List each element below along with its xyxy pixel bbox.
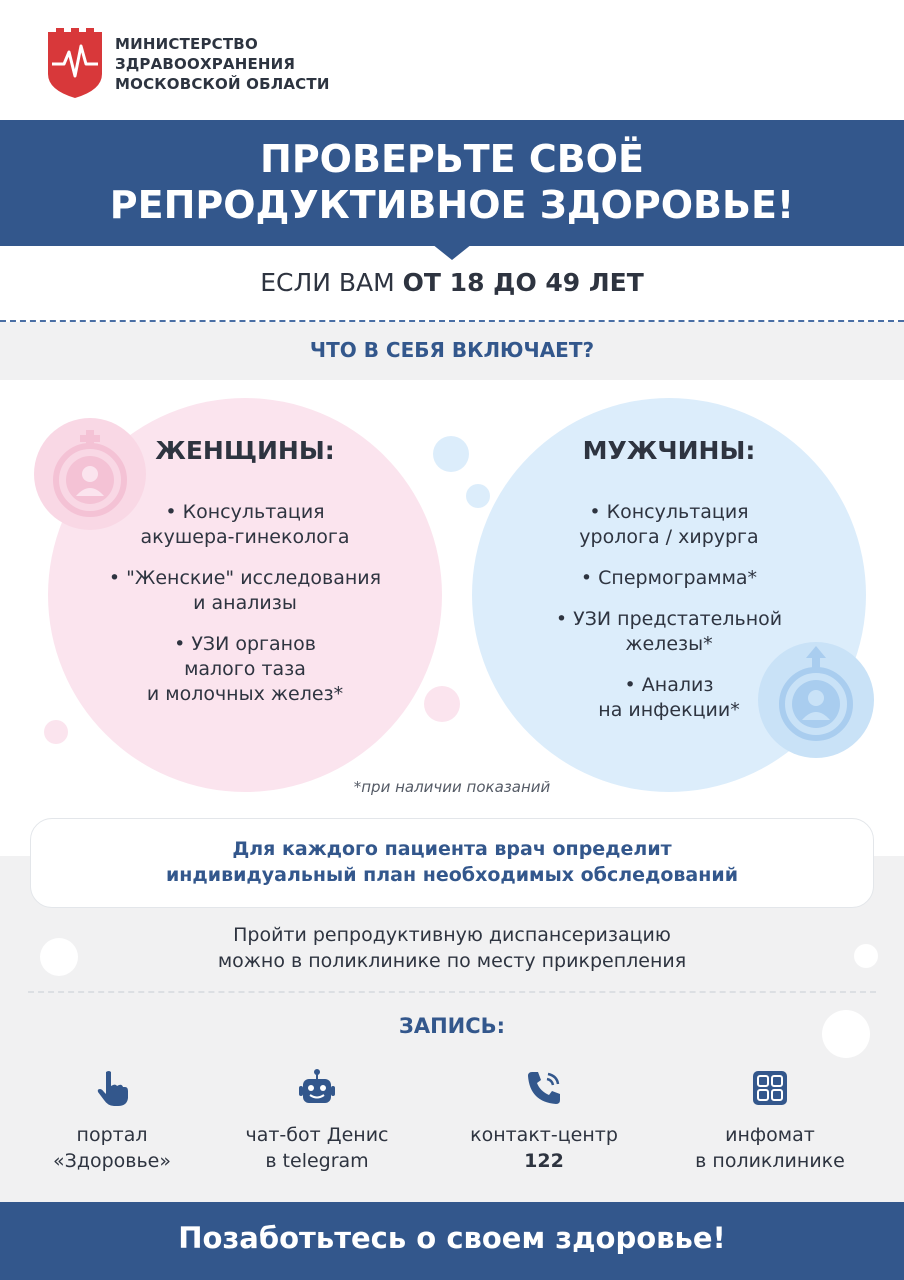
women-title: ЖЕНЩИНЫ: [155, 436, 335, 465]
ministry-line: ЗДРАВООХРАНЕНИЯ [115, 55, 296, 73]
list-item [472, 566, 866, 591]
clinic-text [0, 922, 904, 974]
item-line: акушера-гинеколога [140, 526, 350, 548]
channel-contact-center[interactable] [444, 1068, 644, 1174]
channel-number: 122 [524, 1150, 564, 1172]
channel-label: портал [76, 1124, 148, 1146]
banner-arrow [432, 244, 472, 260]
list-item [472, 500, 866, 550]
channel-label: в поликлинике [695, 1150, 845, 1172]
age-range: ОТ 18 ДО 49 ЛЕТ [402, 268, 644, 297]
men-title: МУЖЧИНЫ: [582, 436, 756, 465]
divider [28, 991, 876, 993]
item-line: • Спермограмма* [580, 567, 758, 589]
kiosk-grid-icon [750, 1068, 790, 1108]
channel-label: чат-бот Денис [245, 1124, 389, 1146]
ministry-line: МИНИСТЕРСТВО [115, 35, 258, 53]
channel-label: контакт-центр [470, 1124, 618, 1146]
item-line: на инфекции* [598, 699, 740, 721]
item-line: • Консультация [589, 501, 749, 523]
ministry-line: МОСКОВСКОЙ ОБЛАСТИ [115, 75, 330, 93]
item-line: • Анализ [624, 674, 714, 696]
item-line: малого таза [184, 658, 306, 680]
title-line: ПРОВЕРЬТЕ СВОЁ [260, 137, 644, 181]
decor-dot [44, 720, 68, 744]
list-item [48, 566, 442, 616]
clinic-line: Пройти репродуктивную диспансеризацию [233, 924, 671, 946]
channel-label: инфомат [725, 1124, 815, 1146]
channel-portal[interactable] [12, 1068, 212, 1174]
channel-kiosk[interactable] [670, 1068, 870, 1174]
list-item [48, 632, 442, 707]
clinic-line: можно в поликлинике по месту прикрепления [217, 950, 687, 972]
item-line: и молочных желез* [146, 683, 344, 705]
age-prefix: ЕСЛИ ВАМ [260, 268, 395, 297]
list-item [48, 500, 442, 550]
pointer-hand-icon [92, 1068, 132, 1108]
item-line: железы* [625, 633, 713, 655]
list-item [472, 607, 866, 657]
item-line: • УЗИ органов [174, 633, 316, 655]
plan-line: индивидуальный план необходимых обследований [165, 864, 739, 886]
footnote: *при наличии показаний [353, 778, 551, 796]
includes-title: ЧТО В СЕБЯ ВКЛЮЧАЕТ? [309, 338, 595, 362]
channel-label: в telegram [265, 1150, 369, 1172]
footer-slogan: Позаботьтесь о своем здоровье! [178, 1221, 726, 1255]
item-line: • "Женские" исследования [108, 567, 382, 589]
women-list [48, 500, 442, 723]
ministry-name [115, 34, 330, 94]
item-line: • Консультация [165, 501, 325, 523]
item-line: и анализы [193, 592, 297, 614]
phone-icon [524, 1068, 564, 1108]
page-title [0, 136, 904, 228]
channel-chatbot[interactable] [217, 1068, 417, 1174]
channel-label: «Здоровье» [53, 1150, 171, 1172]
title-line: РЕПРОДУКТИВНОЕ ЗДОРОВЬЕ! [109, 183, 795, 227]
age-condition [0, 268, 904, 297]
plan-text [30, 836, 874, 888]
list-item [472, 673, 866, 723]
heartbeat-shield-icon [46, 28, 104, 98]
plan-line: Для каждого пациента врач определит [232, 838, 672, 860]
robot-icon [297, 1068, 337, 1108]
item-line: • УЗИ предстательной [555, 608, 783, 630]
signup-title: ЗАПИСЬ: [398, 1014, 506, 1038]
men-list [472, 500, 866, 739]
item-line: уролога / хирурга [579, 526, 759, 548]
